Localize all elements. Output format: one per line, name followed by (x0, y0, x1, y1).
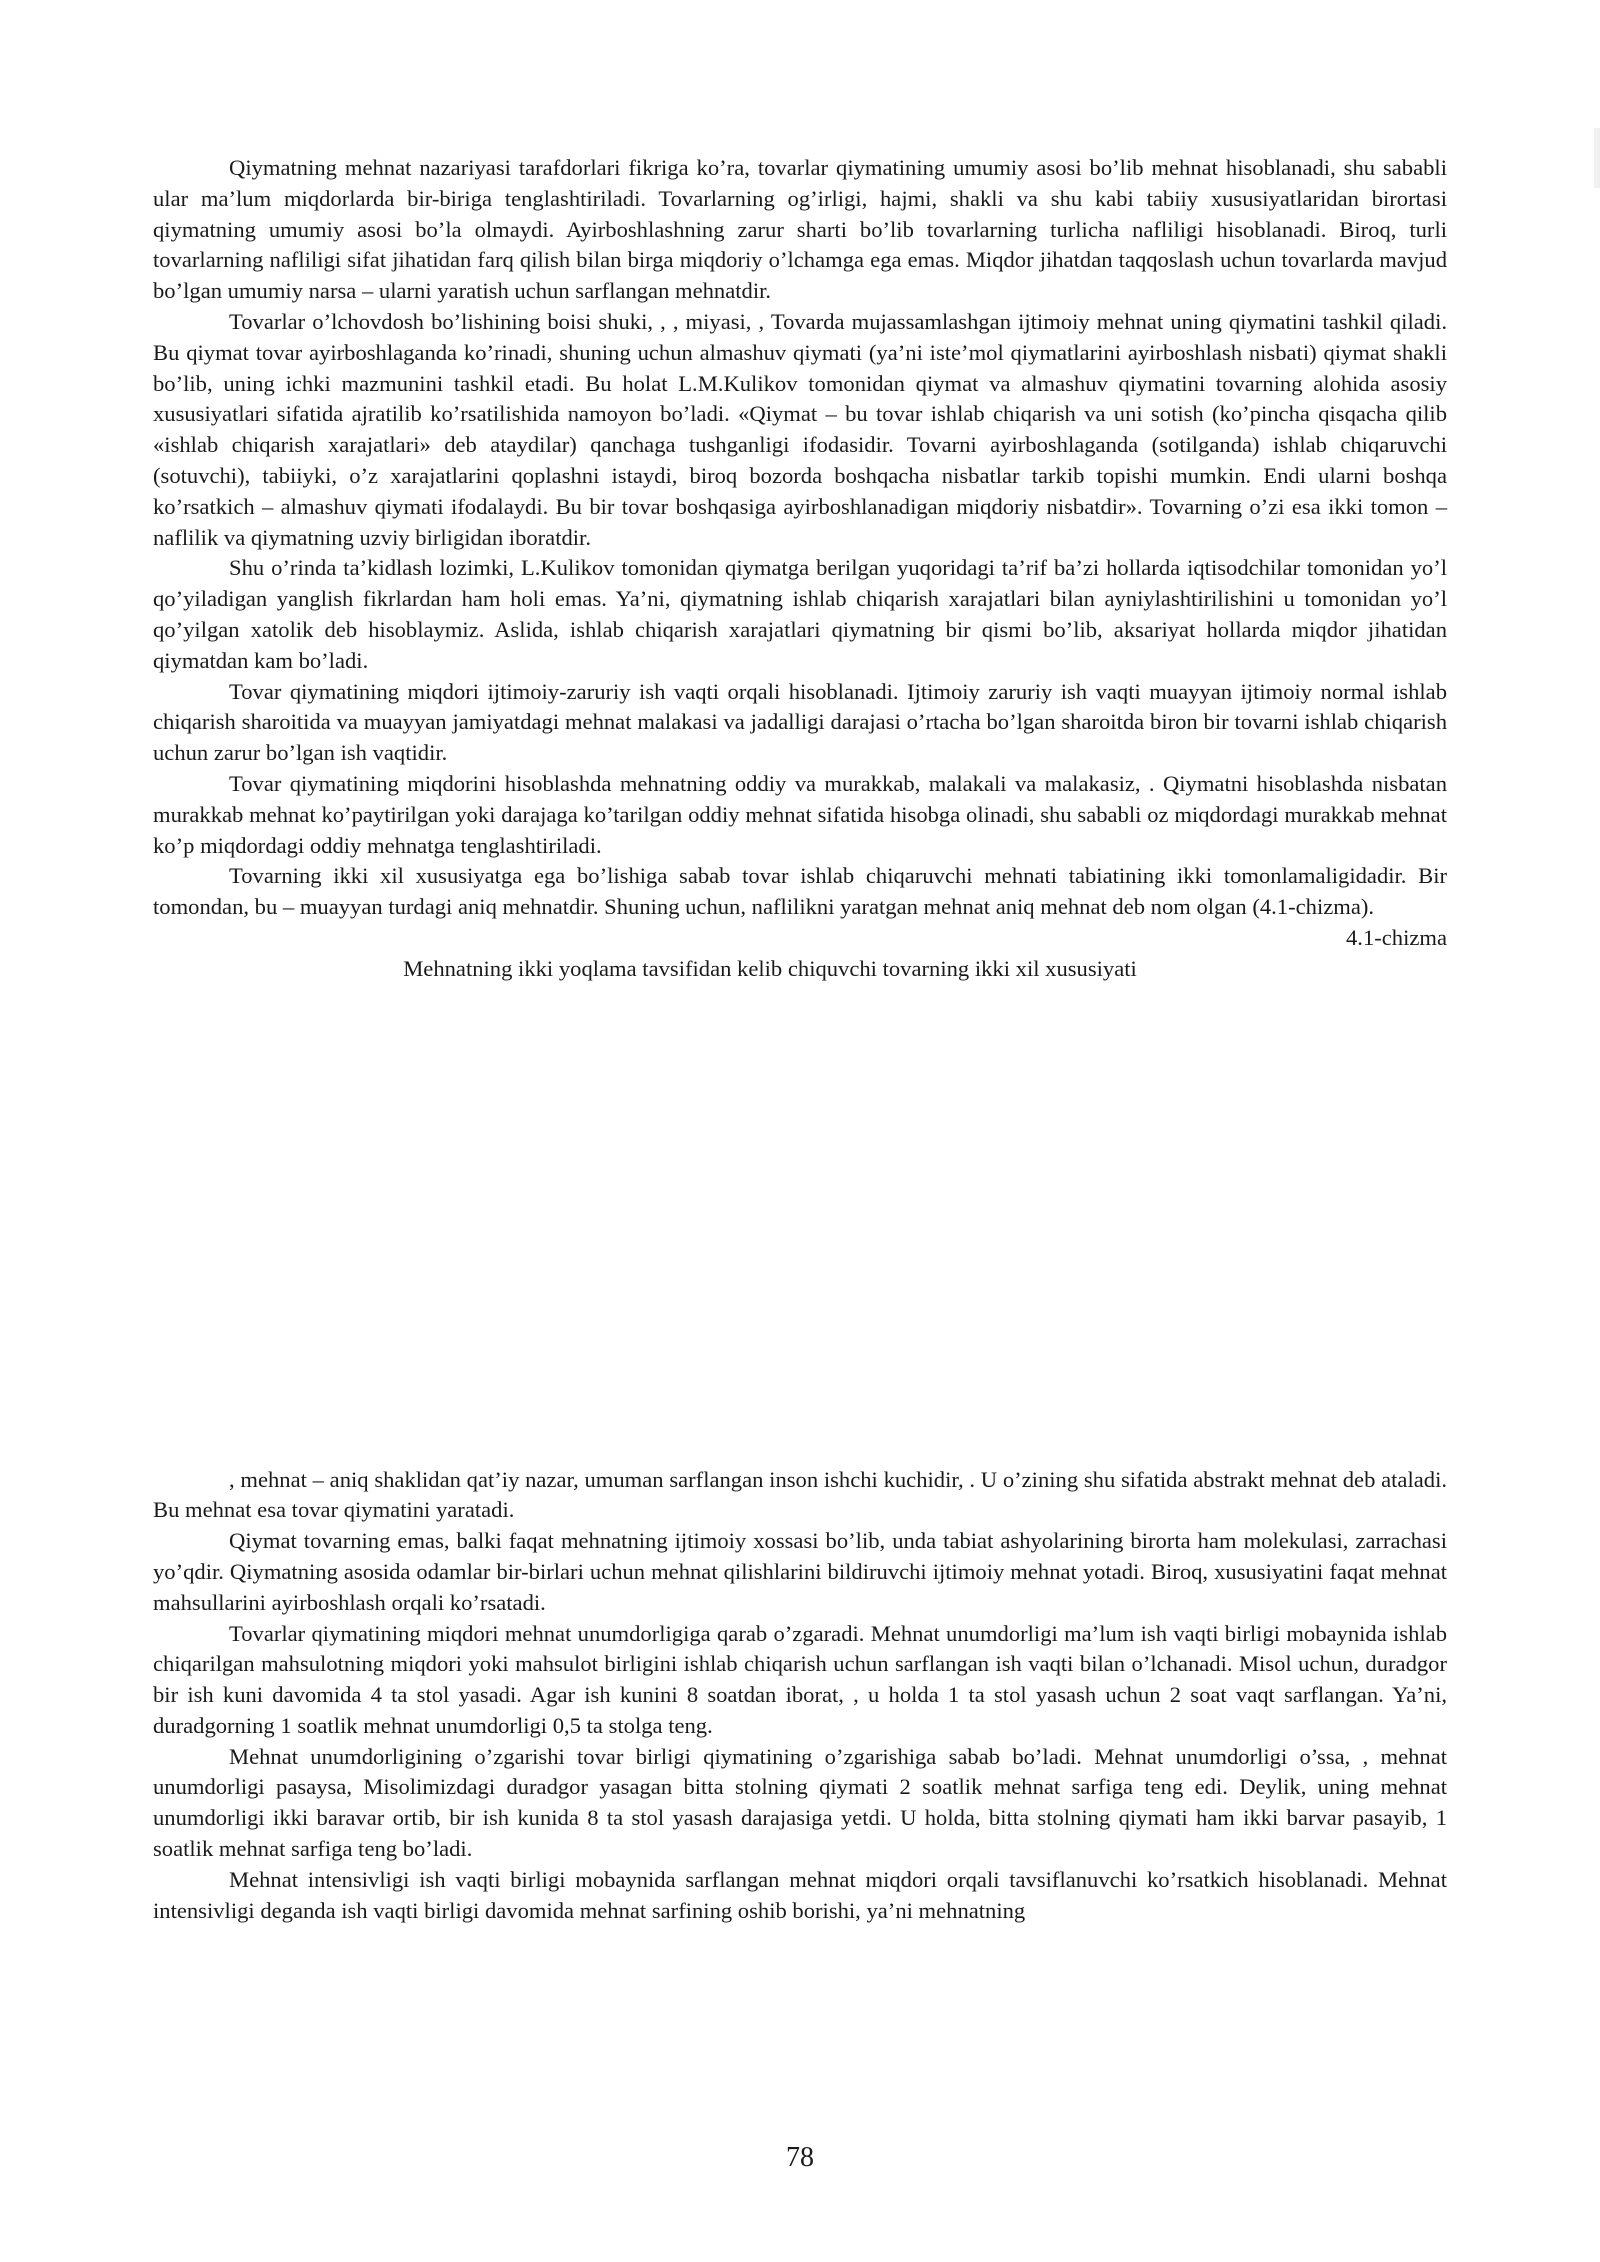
figure-number: 4.1-chizma (1346, 924, 1447, 950)
paragraph: Mehnat unumdorligining o’zgarishi tovar birligi qiymatining o’zgarishiga sabab bo’ladi. Mehnat unumdorligi o’ssa, , mehnat unumdorligi pasaysa, Misolimizdagi duradgor yasagan bitta stolning qiymati 2 soatlik mehnat sarfiga teng edi. Deylik, uning mehnat unumdorligi ikki baravar ortib, bir ish kunida 8 ta stol yasash darajasiga yetdi. U holda, bitta stolning qiymati ham ikki barvar pasayib, 1 soatlik mehnat sarfiga teng bo’ladi. (153, 1743, 1447, 1862)
paragraph: Qiymatning mehnat nazariyasi tarafdorlari fikriga ko’ra, tovarlar qiymatining umumiy asosi bo’lib mehnat hisoblanadi, shu sababli ular ma’lum miqdorlarda bir-biriga tenglashtiriladi. Tovarlarning og’irligi, hajmi, shakli va shu kabi tabiiy xususiyatlaridan birortasi qiymatning umumiy asosi bo’la olmaydi. Ayirboshlashning zarur sharti bo’lib tovarlarning turlicha nafliligi hisoblanadi. Biroq, turli tovarlarning nafliligi sifat jihatidan farq qilish bilan birga miqdoriy o’lchamga ega emas. Miqdor jihatdan taqqoslash uchun tovarlarda mavjud bo’lgan umumiy narsa – ularni yaratish uchun sarflangan mehnatdir. (153, 155, 1447, 304)
paragraph: Tovarning ikki xil xususiyatga ega bo’lishiga sabab tovar ishlab chiqaruvchi mehnati tabiatining ikki tomonlamaligidadir. Bir tomondan, bu – muayyan turdagi aniq mehnatdir. Shuning uchun, naflilikni yaratgan mehnat aniq mehnat deb nom olgan (4.1-chizma). (153, 863, 1447, 920)
paragraph: Shu o’rinda ta’kidlash lozimki, L.Kulikov tomonidan qiymatga berilgan yuqoridagi ta’rif ba’zi hollarda iqtisodchilar tomonidan yo’l qo’yiladigan yanglish fikrlardan ham holi emas. Ya’ni, qiymatning ishlab chiqarish xarajatlari bilan ayniylashtirilishini u tomonidan yo’l qo’yilgan xatolik deb hisoblaymiz. Aslida, ishlab chiqarish xarajatlari qiymatning bir qismi bo’lib, aksariyat hollarda miqdor jihatidan qiymatdan kam bo’ladi. (153, 555, 1447, 673)
paragraph: Tovarlar qiymatining miqdori mehnat unumdorligiga qarab o’zgaradi. Mehnat unumdorligi ma’lum ish vaqti birligi mobaynida ishlab chiqarilgan mahsulotning miqdori yoki mahsulot birligini ishlab chiqarish uchun sarflangan ish vaqti bilan o’lchanadi. Misol uchun, duradgor bir ish kuni davomida 4 ta stol yasadi. Agar ish kunini 8 soatdan iborat, , u holda 1 ta stol yasash uchun 2 soat vaqt sarflangan. Ya’ni, duradgorning 1 soatlik mehnat unumdorligi 0,5 ta stolga teng. (153, 1620, 1447, 1738)
text-block-top (153, 153, 1447, 923)
paragraph: Mehnat intensivligi ish vaqti birligi mobaynida sarflangan mehnat miqdori orqali tavsiflanuvchi ko’rsatkich hisoblanadi. Mehnat intensivligi deganda ish vaqti birligi davomida mehnat sarfining oshib borishi, ya’ni mehnatning (153, 1866, 1447, 1923)
figure-title: Mehnatning ikki yoqlama tavsifidan kelib chiquvchi tovarning ikki xil xususiyati (403, 955, 1137, 981)
figure-placeholder (153, 985, 1447, 1465)
paragraph: , mehnat – aniq shaklidan qat’iy nazar, umuman sarflangan inson ishchi kuchidir, . U o’zining shu sifatida abstrakt mehnat deb ataladi. Bu mehnat esa tovar qiymatini yaratadi. (153, 1466, 1447, 1523)
page-edge-shadow (1594, 128, 1600, 188)
paragraph: Qiymat tovarning emas, balki faqat mehnatning ijtimoiy xossasi bo’lib, unda tabiat ashyolarining birorta ham molekulasi, zarrachasi yo’qdir. Qiymatning asosida odamlar bir-birlari uchun mehnat qilishlarini bildiruvchi ijtimoiy mehnat yotadi. Biroq, xususiyatini faqat mehnat mahsullarini ayirboshlash orqali ko’rsatadi. (153, 1528, 1447, 1615)
paragraph: Tovar qiymatining miqdori ijtimoiy-zaruriy ish vaqti orqali hisoblanadi. Ijtimoiy zaruriy ish vaqti muayyan ijtimoiy normal ishlab chiqarish sharoitida va muayyan jamiyatdagi mehnat malakasi va jadalligi darajasi o’rtacha bo’lgan sharoitda biron bir tovarni ishlab chiqarish uchun zarur bo’lgan ish vaqtidir. (153, 678, 1447, 766)
paragraph: Tovar qiymatining miqdorini hisoblashda mehnatning oddiy va murakkab, malakali va malakasiz, . Qiymatni hisoblashda nisbatan murakkab mehnat ko’paytirilgan yoki darajaga ko’tarilgan oddiy mehnat sifatida hisobga olinadi, shu sababli oz miqdordagi murakkab mehnat ko’p miqdordagi oddiy mehnatga tenglashtiriladi. (153, 770, 1447, 858)
paragraph: Tovarlar o’lchovdosh bo’lishining boisi shuki, , , miyasi, , Tovarda mujassamlashgan ijtimoiy mehnat uning qiymatini tashkil qiladi. Bu qiymat tovar ayirboshlaganda ko’rinadi, shuning uchun almashuv qiymati (ya’ni iste’mol qiymatlarini ayirboshlash nisbati) qiymat shakli bo’lib, uning ichki mazmunini tashkil etadi. Bu holat L.M.Kulikov tomonidan qiymat va almashuv qiymatini tovarning alohida asosiy xususiyatlari sifatida ajratilib ko’rsatilishida namoyon bo’ladi. «Qiymat – bu tovar ishlab chiqarish va uni sotish (ko’pincha qisqacha qilib «ishlab chiqarish xarajatlari» deb ataydilar) qanchaga tushganligi ifodasidir. Tovarni ayirboshlaganda (sotilganda) ishlab chiqaruvchi (sotuvchi), tabiiyki, o’z xarajatlarini qoplashni istaydi, biroq bozorda boshqacha nisbatlar tarkib topishi mumkin. Endi ularni boshqa ko’rsatkich – almashuv qiymati ifodalaydi. Bu bir tovar boshqasiga ayirboshlanadigan miqdoriy nisbatdir». Tovarning o’zi esa ikki tomon – naflilik va qiymatning uzviy birligidan iboratdir. (153, 308, 1447, 550)
document-page (153, 153, 1447, 1926)
text-block-bottom (153, 1465, 1447, 1927)
page-number: 78 (786, 2142, 814, 2173)
